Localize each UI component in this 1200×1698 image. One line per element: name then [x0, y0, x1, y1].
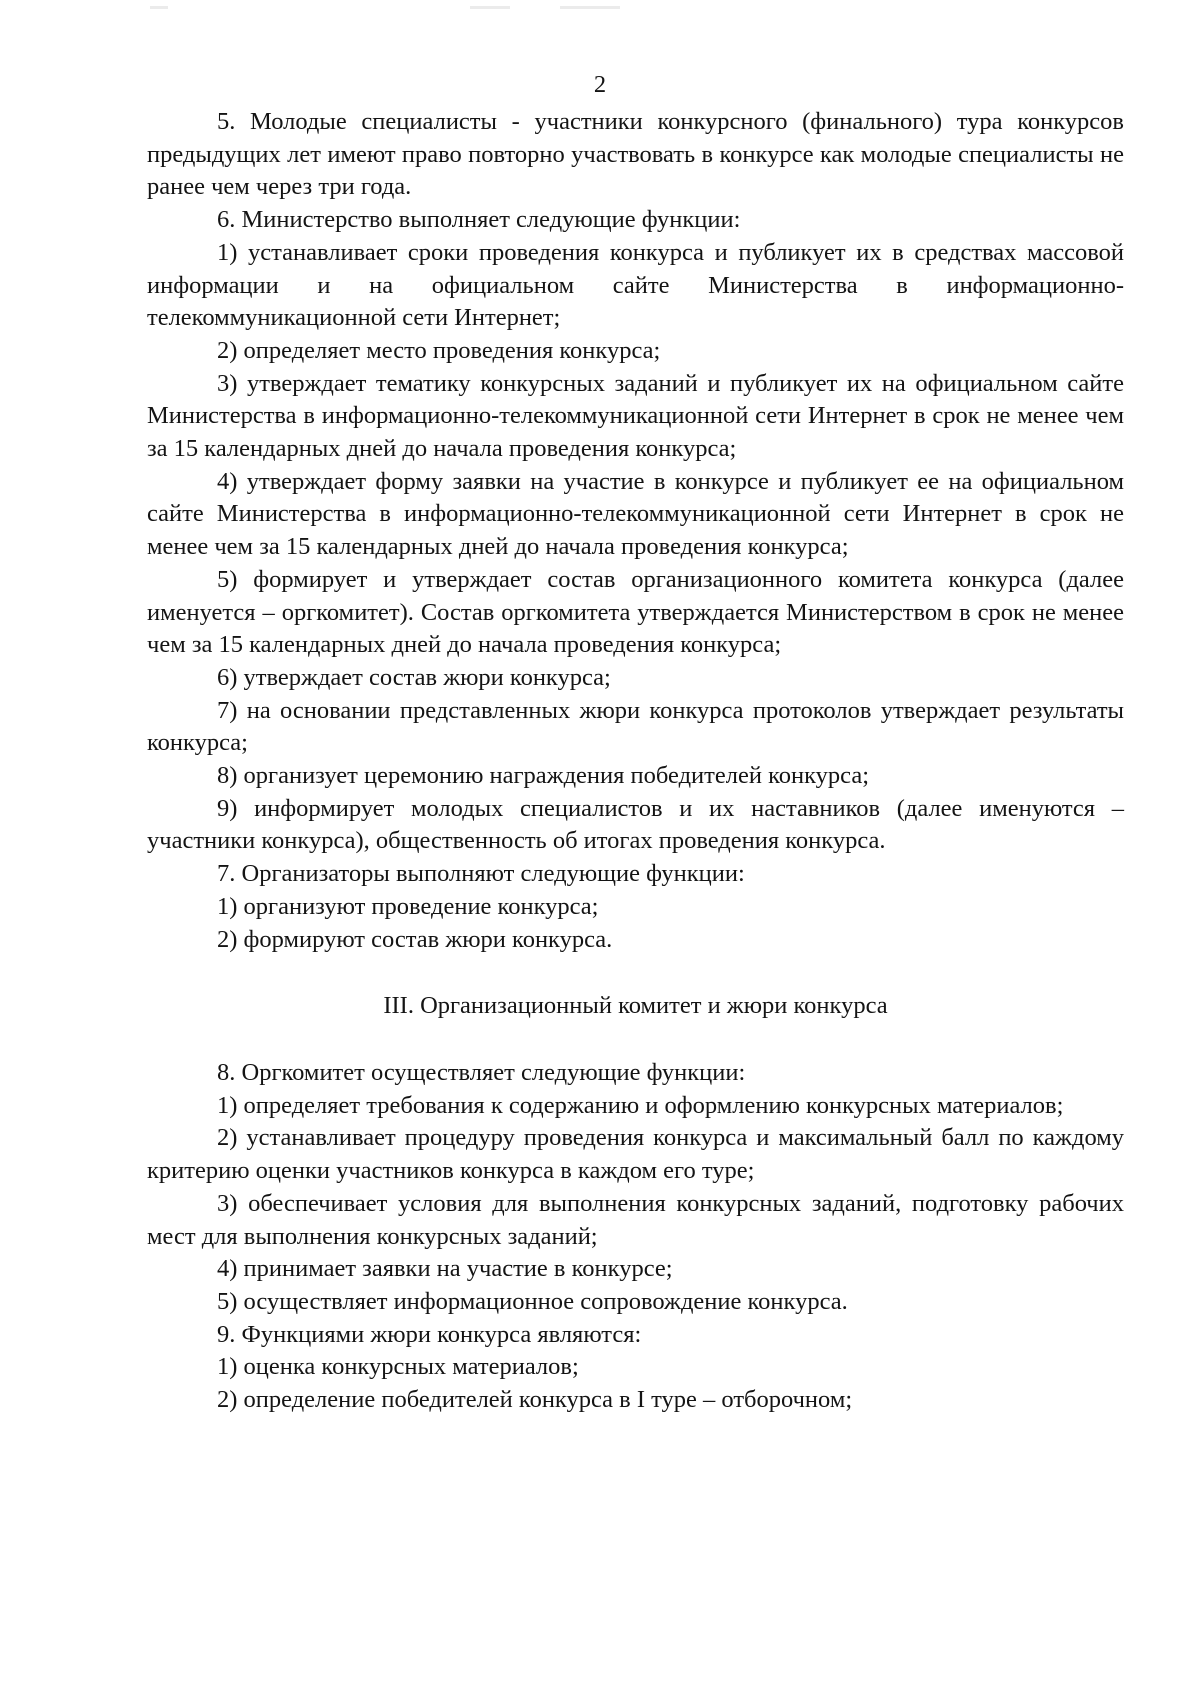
paragraphs-after-heading [147, 1057, 1124, 1417]
document-paragraph: 2) устанавливает процедуру проведения конкурса и максимальный балл по каждому критерию оценки участников конкурса в каждом его туре; [147, 1124, 1124, 1185]
document-paragraph: 6) утверждает состав жюри конкурса; [217, 663, 611, 691]
document-paragraph: 4) утверждает форму заявки на участие в конкурсе и публикует ее на официальном сайте Министерства в информационно-телекоммуникационной сети Интернет в срок не менее чем за 15 календарных дней до начала проведения конкурса; [147, 467, 1124, 561]
document-body [147, 106, 1124, 1417]
scan-artifact [470, 6, 510, 9]
document-paragraph: 2) определяет место проведения конкурса; [217, 336, 661, 364]
document-paragraph: 1) оценка конкурсных материалов; [217, 1353, 579, 1381]
document-paragraph: 9. Функциями жюри конкурса являются: [217, 1320, 642, 1348]
document-paragraph: 3) утверждает тематику конкурсных заданий и публикует их на официальном сайте Министерства в информационно-телекоммуникационной сети Интернет в срок не менее чем за 15 календарных дней до начала проведения конкурса; [147, 369, 1124, 463]
document-paragraph: 2) определение победителей конкурса в I туре – отборочном; [217, 1386, 853, 1414]
document-paragraph: 5) осуществляет информационное сопровождение конкурса. [217, 1287, 848, 1315]
document-paragraph: 2) формируют состав жюри конкурса. [217, 925, 613, 953]
paragraphs-before-heading [147, 106, 1124, 956]
document-paragraph: 5) формирует и утверждает состав организационного комитета конкурса (далее именуется – оргкомитет). Состав оргкомитета утверждается Министерством в срок не менее чем за 15 календарных дней до начала проведения конкурса; [147, 565, 1124, 659]
document-paragraph: 6. Министерство выполняет следующие функции: [217, 206, 741, 234]
document-paragraph: 8. Оргкомитет осуществляет следующие функции: [217, 1058, 746, 1086]
document-paragraph: 9) информирует молодых специалистов и их наставников (далее именуются – участники конкурса), общественность об итогах проведения конкурса. [147, 794, 1124, 855]
document-paragraph: 4) принимает заявки на участие в конкурсе; [217, 1255, 673, 1283]
scan-artifact [150, 6, 168, 9]
document-paragraph: 7) на основании представленных жюри конкурса протоколов утверждает результаты конкурса; [147, 696, 1124, 757]
document-paragraph: 8) организует церемонию награждения победителей конкурса; [217, 762, 870, 790]
document-paragraph: 3) обеспечивает условия для выполнения конкурсных заданий, подготовку рабочих мест для выполнения конкурсных заданий; [147, 1189, 1124, 1250]
page-number: 2 [593, 71, 607, 98]
document-paragraph: 1) организуют проведение конкурса; [217, 892, 599, 920]
document-paragraph: 7. Организаторы выполняют следующие функции: [217, 860, 745, 888]
scan-artifact [560, 6, 620, 9]
section-heading: III. Организационный комитет и жюри конкурса [383, 992, 888, 1020]
document-paragraph: 1) устанавливает сроки проведения конкурса и публикует их в средствах массовой информации и на официальном сайте Министерства в информационно-телекоммуникационной сети Интернет; [147, 238, 1124, 332]
document-paragraph: 5. Молодые специалисты - участники конкурсного (финального) тура конкурсов предыдущих лет имеют право повторно участвовать в конкурсе как молодые специалисты не ранее чем через три года. [147, 108, 1124, 201]
document-paragraph: 1) определяет требования к содержанию и оформлению конкурсных материалов; [217, 1091, 1064, 1119]
